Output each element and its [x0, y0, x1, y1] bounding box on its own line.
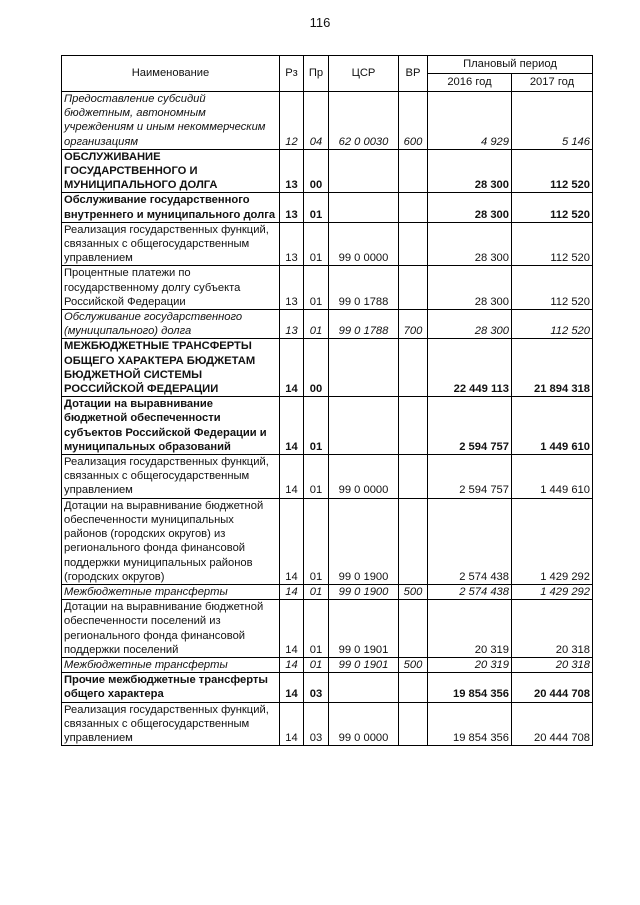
cell-pr: 04 — [304, 92, 329, 150]
cell-csr: 99 0 1901 — [329, 600, 399, 658]
cell-y2016: 19 854 356 — [428, 702, 512, 746]
cell-name: ОБСЛУЖИВАНИЕ ГОСУДАРСТВЕННОГО И МУНИЦИПАЛЬНОГО ДОЛГА — [62, 149, 280, 193]
cell-y2016: 28 300 — [428, 266, 512, 310]
cell-pr: 03 — [304, 702, 329, 746]
table-row — [62, 498, 593, 584]
cell-pr: 01 — [304, 222, 329, 266]
cell-y2017: 112 520 — [512, 149, 593, 193]
cell-y2016: 19 854 356 — [428, 673, 512, 702]
cell-vr — [399, 222, 428, 266]
cell-vr: 500 — [399, 584, 428, 599]
cell-y2017: 112 520 — [512, 266, 593, 310]
cell-vr — [399, 339, 428, 397]
budget-table — [61, 55, 593, 746]
table-row — [62, 600, 593, 658]
cell-name: Обслуживание государственного (муниципального) долга — [62, 310, 280, 339]
cell-rz: 14 — [280, 455, 304, 499]
cell-pr: 03 — [304, 673, 329, 702]
cell-vr — [399, 673, 428, 702]
cell-name: Обслуживание государственного внутреннего и муниципального долга — [62, 193, 280, 222]
cell-rz: 13 — [280, 310, 304, 339]
cell-rz: 14 — [280, 702, 304, 746]
cell-pr: 01 — [304, 584, 329, 599]
cell-pr: 01 — [304, 657, 329, 672]
header-pr: Пр — [304, 56, 329, 92]
cell-y2016: 2 594 757 — [428, 455, 512, 499]
cell-y2016: 28 300 — [428, 222, 512, 266]
cell-name: Прочие межбюджетные трансферты общего характера — [62, 673, 280, 702]
cell-y2017: 112 520 — [512, 193, 593, 222]
cell-rz: 14 — [280, 584, 304, 599]
table-row — [62, 455, 593, 499]
cell-y2016: 2 574 438 — [428, 584, 512, 599]
cell-y2017: 1 449 610 — [512, 455, 593, 499]
table-row — [62, 222, 593, 266]
cell-vr — [399, 397, 428, 455]
cell-vr — [399, 455, 428, 499]
cell-y2017: 5 146 — [512, 92, 593, 150]
cell-name: Процентные платежи по государственному долгу субъекта Российской Федерации — [62, 266, 280, 310]
table-row — [62, 339, 593, 397]
cell-y2017: 20 318 — [512, 657, 593, 672]
cell-pr: 01 — [304, 193, 329, 222]
cell-y2016: 2 574 438 — [428, 498, 512, 584]
cell-name: Дотации на выравнивание бюджетной обеспеченности поселений из регионального фонда финансовой поддержки поселений — [62, 600, 280, 658]
page-number: 116 — [309, 15, 331, 30]
table-row — [62, 657, 593, 672]
cell-pr: 01 — [304, 455, 329, 499]
cell-rz: 13 — [280, 193, 304, 222]
cell-rz: 14 — [280, 397, 304, 455]
cell-rz: 12 — [280, 92, 304, 150]
cell-csr: 99 0 1901 — [329, 657, 399, 672]
cell-csr: 99 0 1900 — [329, 584, 399, 599]
header-plan-period: Плановый период — [428, 56, 593, 74]
cell-y2016: 28 300 — [428, 193, 512, 222]
cell-rz: 13 — [280, 266, 304, 310]
cell-y2017: 112 520 — [512, 310, 593, 339]
cell-name: Реализация государственных функций, связанных с общегосударственным управлением — [62, 222, 280, 266]
cell-rz: 14 — [280, 600, 304, 658]
header-csr: ЦСР — [329, 56, 399, 92]
table-row — [62, 149, 593, 193]
cell-y2017: 1 429 292 — [512, 498, 593, 584]
cell-y2016: 22 449 113 — [428, 339, 512, 397]
cell-y2016: 4 929 — [428, 92, 512, 150]
header-name: Наименование — [62, 56, 280, 92]
cell-y2016: 28 300 — [428, 149, 512, 193]
cell-name: Предоставление субсидий бюджетным, автономным учреждениям и иным некоммерческим организациям — [62, 92, 280, 150]
cell-y2017: 1 429 292 — [512, 584, 593, 599]
header-rz: Рз — [280, 56, 304, 92]
cell-vr — [399, 193, 428, 222]
cell-y2017: 112 520 — [512, 222, 593, 266]
header-2017: 2017 год — [512, 74, 593, 92]
cell-name: Дотации на выравнивание бюджетной обеспеченности муниципальных районов (городских округов) из регионального фонда финансовой поддержки муниципальных районов (городских округов) — [62, 498, 280, 584]
cell-name: Межбюджетные трансферты — [62, 584, 280, 599]
cell-name: Реализация государственных функций, связанных с общегосударственным управлением — [62, 702, 280, 746]
cell-vr — [399, 266, 428, 310]
table-row — [62, 397, 593, 455]
cell-vr — [399, 149, 428, 193]
cell-csr — [329, 397, 399, 455]
cell-csr: 62 0 0030 — [329, 92, 399, 150]
cell-pr: 00 — [304, 339, 329, 397]
cell-y2016: 2 594 757 — [428, 397, 512, 455]
cell-csr: 99 0 1900 — [329, 498, 399, 584]
cell-rz: 14 — [280, 339, 304, 397]
cell-csr — [329, 193, 399, 222]
cell-csr — [329, 149, 399, 193]
table-row — [62, 673, 593, 702]
table-row — [62, 310, 593, 339]
header-2016: 2016 год — [428, 74, 512, 92]
cell-vr: 700 — [399, 310, 428, 339]
cell-rz: 14 — [280, 657, 304, 672]
cell-y2017: 20 318 — [512, 600, 593, 658]
cell-y2016: 20 319 — [428, 657, 512, 672]
cell-y2016: 20 319 — [428, 600, 512, 658]
cell-pr: 01 — [304, 397, 329, 455]
header-vr: ВР — [399, 56, 428, 92]
cell-csr: 99 0 1788 — [329, 266, 399, 310]
cell-y2016: 28 300 — [428, 310, 512, 339]
cell-vr — [399, 702, 428, 746]
cell-rz: 14 — [280, 673, 304, 702]
table-row — [62, 584, 593, 599]
cell-vr: 600 — [399, 92, 428, 150]
cell-name: Межбюджетные трансферты — [62, 657, 280, 672]
cell-csr: 99 0 0000 — [329, 222, 399, 266]
cell-rz: 14 — [280, 498, 304, 584]
table-body — [62, 92, 593, 746]
cell-vr — [399, 600, 428, 658]
cell-rz: 13 — [280, 222, 304, 266]
cell-pr: 01 — [304, 310, 329, 339]
cell-pr: 01 — [304, 600, 329, 658]
cell-vr — [399, 498, 428, 584]
table-row — [62, 266, 593, 310]
table-row — [62, 193, 593, 222]
cell-csr: 99 0 0000 — [329, 702, 399, 746]
cell-name: Дотации на выравнивание бюджетной обеспеченности субъектов Российской Федерации и муниципальных образований — [62, 397, 280, 455]
table-row — [62, 92, 593, 150]
cell-y2017: 1 449 610 — [512, 397, 593, 455]
cell-name: МЕЖБЮДЖЕТНЫЕ ТРАНСФЕРТЫ ОБЩЕГО ХАРАКТЕРА БЮДЖЕТАМ БЮДЖЕТНОЙ СИСТЕМЫ РОССИЙСКОЙ ФЕДЕРАЦИИ — [62, 339, 280, 397]
table-row — [62, 702, 593, 746]
cell-rz: 13 — [280, 149, 304, 193]
cell-y2017: 20 444 708 — [512, 673, 593, 702]
cell-csr — [329, 673, 399, 702]
cell-pr: 00 — [304, 149, 329, 193]
cell-vr: 500 — [399, 657, 428, 672]
cell-name: Реализация государственных функций, связанных с общегосударственным управлением — [62, 455, 280, 499]
cell-csr: 99 0 1788 — [329, 310, 399, 339]
cell-pr: 01 — [304, 266, 329, 310]
cell-pr: 01 — [304, 498, 329, 584]
cell-y2017: 21 894 318 — [512, 339, 593, 397]
cell-y2017: 20 444 708 — [512, 702, 593, 746]
cell-csr: 99 0 0000 — [329, 455, 399, 499]
cell-csr — [329, 339, 399, 397]
